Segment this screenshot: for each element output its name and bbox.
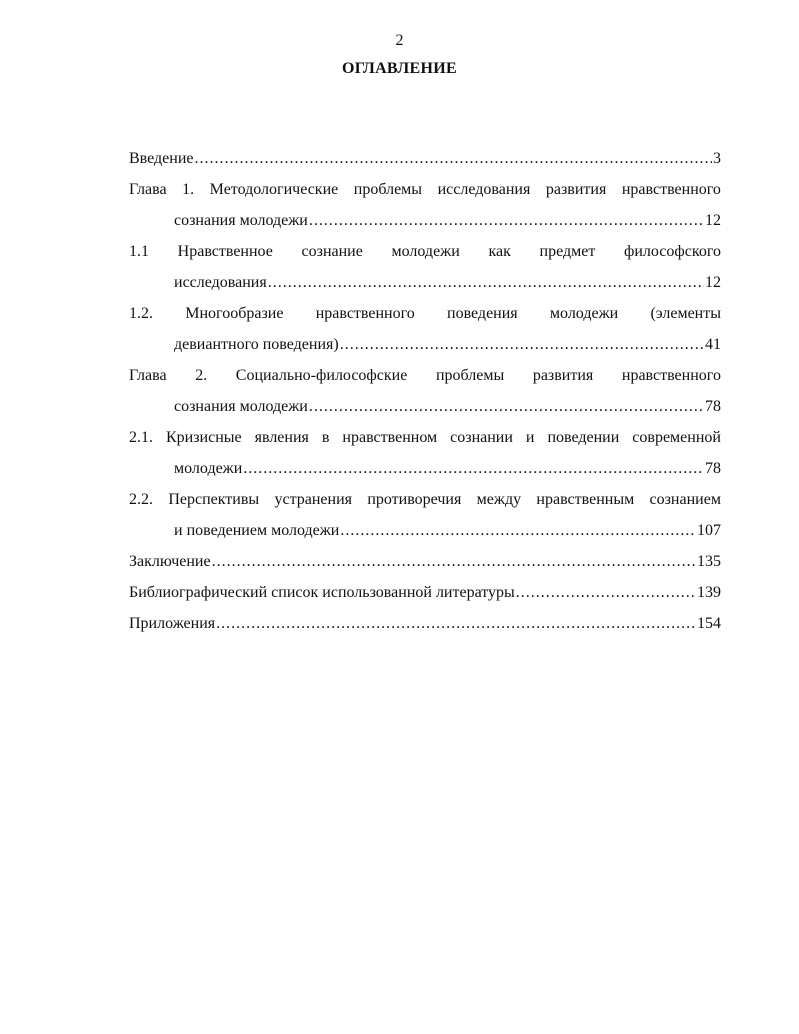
toc-line <box>129 459 721 479</box>
toc-entry-title-cont: исследования <box>174 274 267 291</box>
toc-word: исследования <box>437 181 531 198</box>
toc-word: 1.2. <box>129 305 153 322</box>
toc-page-number: 139 <box>697 584 721 601</box>
toc-word: (элементы <box>650 305 721 322</box>
toc-entry-title: Библиографический список использованной литературы <box>129 584 515 601</box>
toc-word: явления <box>254 429 309 446</box>
toc-word: философского <box>623 243 721 260</box>
toc-entry-title: Заключение <box>129 553 211 570</box>
toc-page-number: 12 <box>705 274 721 291</box>
toc-page-number: 3 <box>713 150 721 167</box>
toc-word: 1. <box>182 181 195 198</box>
toc-word: проблемы <box>353 181 423 198</box>
toc-entry-title-cont: молодежи <box>174 460 243 477</box>
toc-page-number: 12 <box>705 212 721 229</box>
page-number: 2 <box>395 32 404 49</box>
toc-word: сознание <box>301 243 363 260</box>
toc-word: нравственным <box>536 491 635 508</box>
leader-dots <box>195 149 713 169</box>
leader-dots <box>216 614 696 634</box>
toc-entry-title-cont: сознания молодежи <box>174 212 308 229</box>
toc-word: предмет <box>539 243 596 260</box>
toc-entry-intro <box>129 149 721 169</box>
toc-page-number: 154 <box>697 615 721 632</box>
leader-dots <box>516 583 696 603</box>
toc-word: развития <box>545 181 607 198</box>
toc-page-number: 78 <box>705 460 721 477</box>
toc-word: Глава <box>129 367 167 384</box>
leader-dots <box>309 397 704 417</box>
toc-word: между <box>476 491 522 508</box>
toc-word: 1.1 <box>129 243 149 260</box>
toc-entry-title: Приложения <box>129 615 216 632</box>
toc-line <box>129 583 721 603</box>
toc-word: развития <box>532 367 594 384</box>
toc-line <box>129 335 721 355</box>
toc-word: Методологические <box>209 181 339 198</box>
toc-line <box>129 366 721 386</box>
toc-line <box>129 242 721 262</box>
leader-dots <box>268 273 704 293</box>
toc-page-number: 135 <box>697 553 721 570</box>
toc-entry-title-cont: сознания молодежи <box>174 398 308 415</box>
leader-dots <box>340 335 704 355</box>
toc-word: Кризисные <box>165 429 242 446</box>
toc-word: нравственного <box>315 305 415 322</box>
toc-word: Многообразие <box>185 305 284 322</box>
toc-word: нравственного <box>621 367 721 384</box>
toc-word: молодежи <box>549 305 619 322</box>
toc-line <box>129 614 721 634</box>
toc-entry-section-2-2 <box>129 490 721 541</box>
toc-word: 2.2. <box>129 491 153 508</box>
toc-word: в <box>321 429 330 446</box>
toc-page-number: 78 <box>705 398 721 415</box>
page-title: ОГЛАВЛЕНИЕ <box>342 60 457 77</box>
toc-entry-section-2-1 <box>129 428 721 479</box>
leader-dots <box>212 552 696 572</box>
toc-word: сознанием <box>649 491 721 508</box>
toc-entry-section-1-1 <box>129 242 721 293</box>
toc-line <box>129 180 721 200</box>
toc-word: поведения <box>447 305 518 322</box>
toc-line <box>129 273 721 293</box>
toc-entry-title-cont: девиантного поведения) <box>174 336 339 353</box>
toc-line <box>129 552 721 572</box>
toc-entry-chapter-2 <box>129 366 721 417</box>
toc-word: противоречия <box>367 491 462 508</box>
toc-word: Социально-философские <box>235 367 408 384</box>
toc-word: 2. <box>195 367 208 384</box>
toc-word: Перспективы <box>168 491 260 508</box>
toc-word: Глава <box>129 181 167 198</box>
toc-word: проблемы <box>435 367 505 384</box>
toc-word: современной <box>632 429 721 446</box>
toc-word: как <box>488 243 511 260</box>
toc-line <box>129 304 721 324</box>
toc-entry-bibliography <box>129 583 721 603</box>
toc-word: сознании <box>450 429 513 446</box>
toc-line <box>129 149 721 169</box>
toc-line <box>129 428 721 448</box>
toc-word: Нравственное <box>177 243 273 260</box>
toc-entry-title-cont: и поведением молодежи <box>174 522 340 539</box>
toc-entry-conclusion <box>129 552 721 572</box>
leader-dots <box>309 211 704 231</box>
table-of-contents <box>129 149 721 645</box>
toc-word: устранения <box>274 491 353 508</box>
toc-word: и <box>525 429 535 446</box>
leader-dots <box>243 459 704 479</box>
toc-line <box>129 490 721 510</box>
leader-dots <box>340 521 696 541</box>
toc-word: поведении <box>547 429 620 446</box>
toc-entry-title: Введение <box>129 150 194 167</box>
toc-entry-appendices <box>129 614 721 634</box>
toc-entry-chapter-1 <box>129 180 721 231</box>
toc-line <box>129 211 721 231</box>
toc-word: нравственного <box>621 181 721 198</box>
toc-line <box>129 521 721 541</box>
toc-line <box>129 397 721 417</box>
toc-word: 2.1. <box>129 429 153 446</box>
toc-entry-section-1-2 <box>129 304 721 355</box>
toc-page-number: 41 <box>705 336 721 353</box>
toc-word: молодежи <box>391 243 460 260</box>
toc-word: нравственном <box>342 429 438 446</box>
toc-page-number: 107 <box>697 522 721 539</box>
